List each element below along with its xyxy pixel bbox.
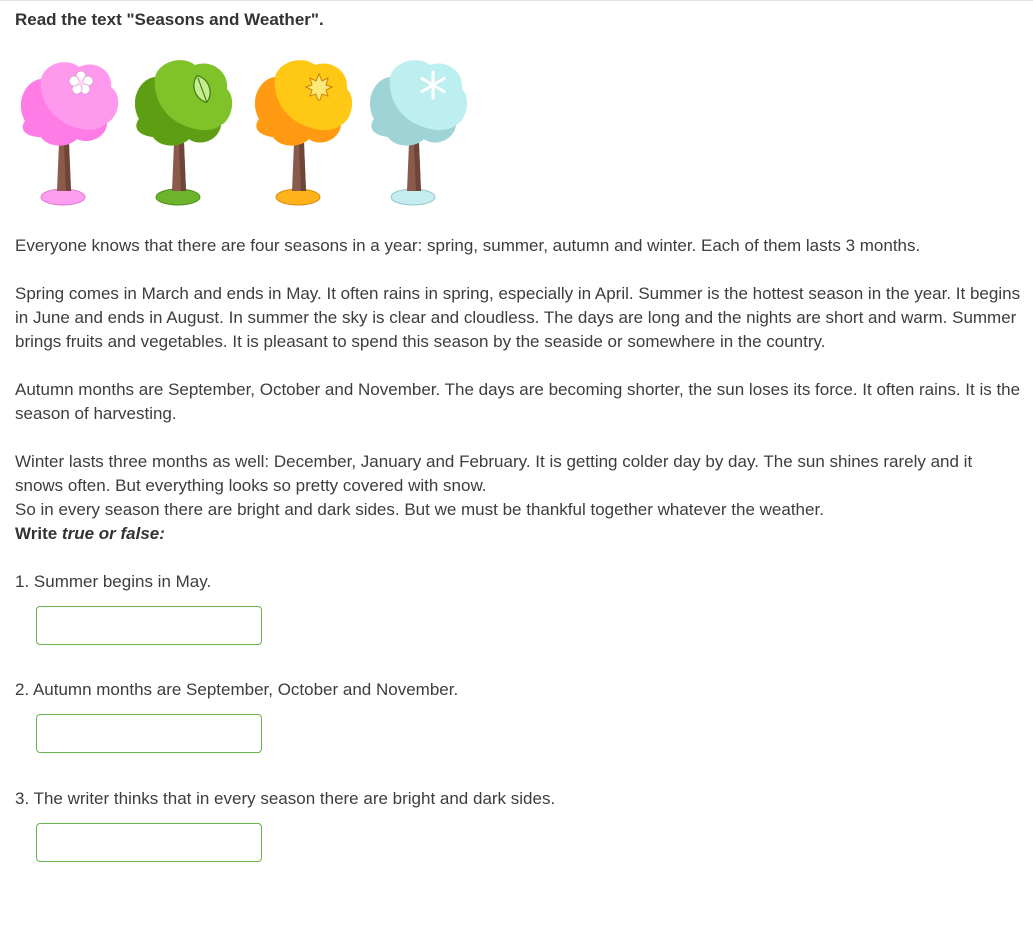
winter-tree <box>370 60 467 205</box>
question-1-label: 1. Summer begins in May. <box>15 572 212 591</box>
spring-tree <box>21 62 118 205</box>
text-paragraph-5: So in every season there are bright and dark sides. But we must be thankful together whatever the weather. <box>15 500 824 519</box>
spacer <box>15 213 1025 234</box>
answer-input-1[interactable] <box>36 606 262 645</box>
answer-input-3[interactable] <box>36 823 262 862</box>
text-paragraph-2: Spring comes in March and ends in May. It often rains in spring, especially in April. Summer is the hottest season in the year. It begins in June and ends in August. In summer the sky is clear and cloudless. The days are long and the nights are short and warm. Summer brings fruits and vegetables. It is pleasant to spend this season by the seaside or somewhere in the country. <box>15 284 1021 351</box>
autumn-tree <box>255 60 352 205</box>
question-2-label: 2. Autumn months are September, October and November. <box>15 680 459 699</box>
question-2-answer <box>15 714 1025 753</box>
question-3-label: 3. The writer thinks that in every season there are bright and dark sides. <box>15 789 556 808</box>
summer-tree <box>135 60 232 205</box>
exercise-content <box>15 8 1025 862</box>
answer-input-2[interactable] <box>36 714 262 753</box>
question-1-answer <box>15 606 1025 645</box>
task-emphasis: true or false: <box>61 524 165 543</box>
text-paragraph-3: Autumn months are September, October and November. The days are becoming shorter, the sun loses its force. It often rains. It is the season of harvesting. <box>15 380 1021 423</box>
season-trees-illustration <box>15 51 475 213</box>
task-prefix: Write <box>15 524 62 543</box>
instruction-heading: Read the text "Seasons and Weather". <box>15 10 324 29</box>
question-3-answer <box>15 823 1025 862</box>
top-divider <box>0 0 1033 1</box>
task-instruction <box>15 522 1025 546</box>
text-paragraph-4: Winter lasts three months as well: December, January and February. It is getting colder day by day. The sun shines rarely and it snows often. But everything looks so pretty covered with snow. <box>15 452 973 495</box>
text-paragraph-1: Everyone knows that there are four seasons in a year: spring, summer, autumn and winter. Each of them lasts 3 months. <box>15 236 921 255</box>
maple-leaf-icon <box>306 74 332 100</box>
